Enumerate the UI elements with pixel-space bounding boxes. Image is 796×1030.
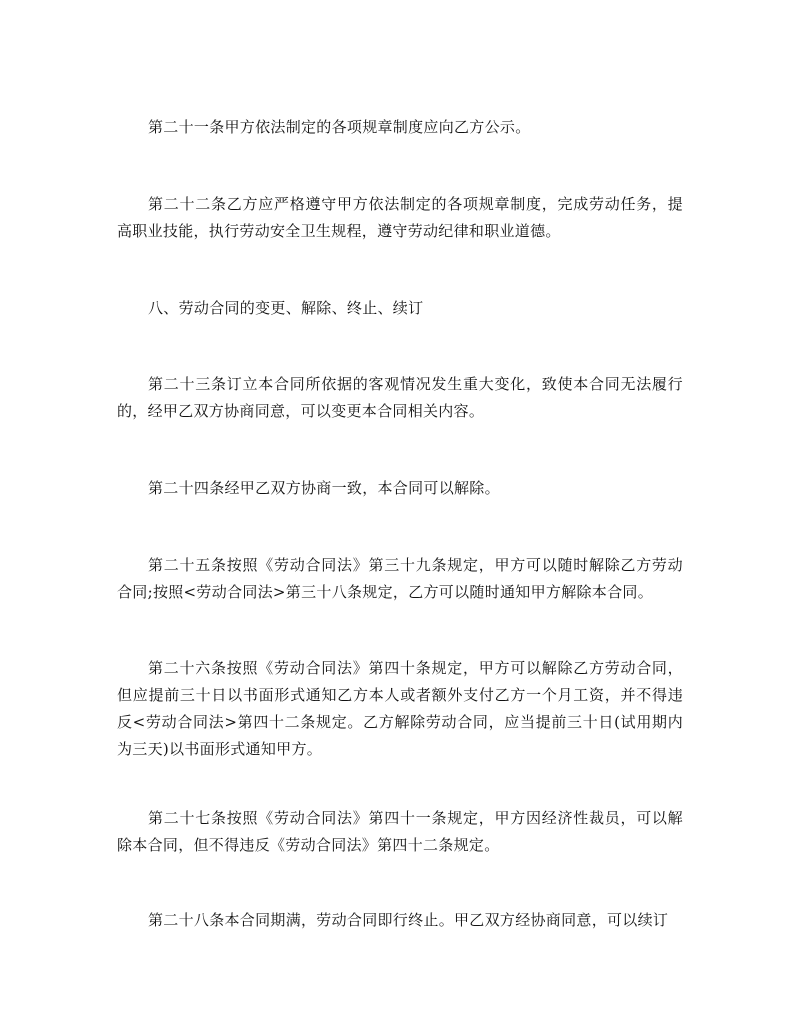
article-21-paragraph: 第二十一条甲方依法制定的各项规章制度应向乙方公示。 [148,118,531,136]
article-25-paragraph: 第二十五条按照《劳动合同法》第三十九条规定，甲方可以随时解除乙方劳动合同;按照<劳动合同法>第三十八条规定，乙方可以随时通知甲方解除本合同。 [117,556,683,601]
article-24-paragraph: 第二十四条经甲乙双方协商一致，本合同可以解除。 [148,479,500,497]
article-23-paragraph: 第二十三条订立本合同所依据的客观情况发生重大变化，致使本合同无法履行的，经甲乙双方协商同意，可以变更本合同相关内容。 [117,375,683,420]
article-27-paragraph: 第二十七条按照《劳动合同法》第四十一条规定，甲方因经济性裁员，可以解除本合同，但不得违反《劳动合同法》第四十二条规定。 [117,809,683,854]
article-26-paragraph: 第二十六条按照《劳动合同法》第四十条规定，甲方可以解除乙方劳动合同，但应提前三十日以书面形式通知乙方本人或者额外支付乙方一个月工资，并不得违反<劳动合同法>第四十二条规定。乙方解除劳动合同，应当提前三十日(试用期内为三天)以书面形式通知甲方。 [117,659,683,758]
section-8-heading: 八、劳动合同的变更、解除、终止、续订 [148,299,424,317]
article-22-paragraph: 第二十二条乙方应严格遵守甲方依法制定的各项规章制度，完成劳动任务，提高职业技能，执行劳动安全卫生规程，遵守劳动纪律和职业道德。 [117,195,683,240]
article-28-paragraph: 第二十八条本合同期满，劳动合同即行终止。甲乙双方经协商同意，可以续订 [148,911,669,929]
